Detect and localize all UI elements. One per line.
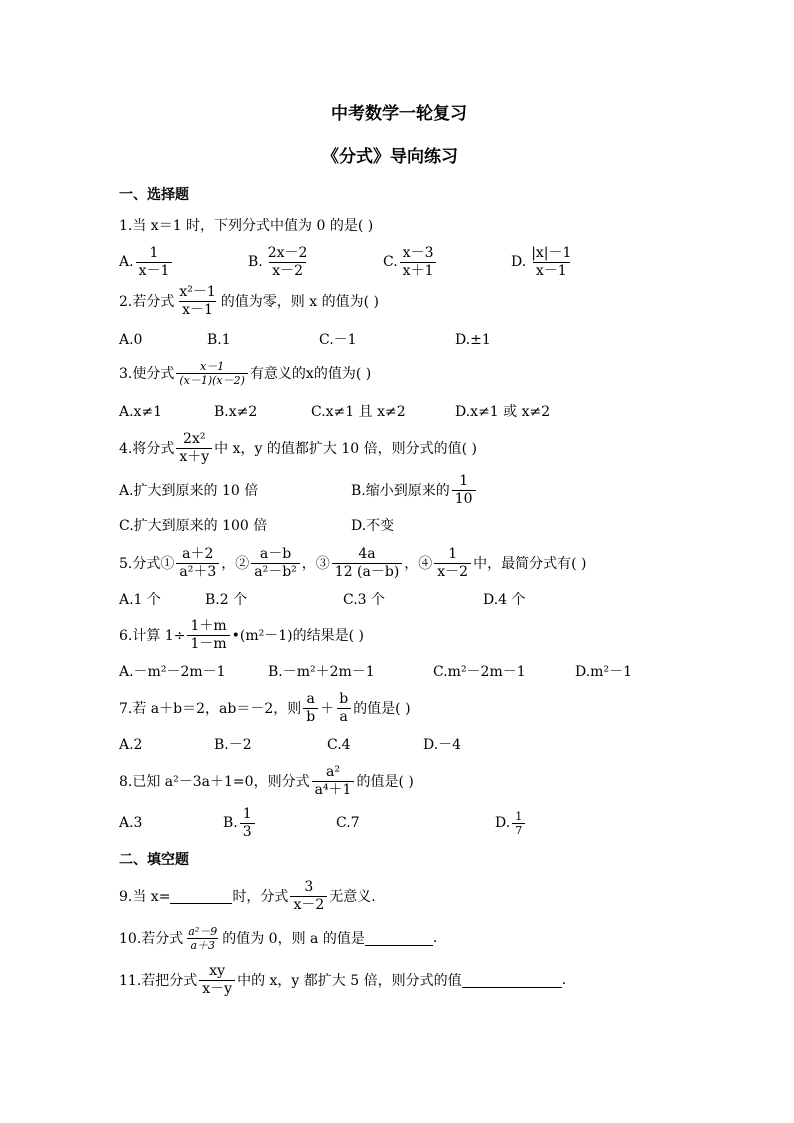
page-title: 中考数学一轮复习 bbox=[331, 104, 467, 124]
fraction: $\frac{1}{10}$ bbox=[452, 473, 476, 508]
fraction: $\frac{\text{a²}}{\text{a⁴＋1}}$ bbox=[312, 764, 355, 799]
fraction: $\frac{1+m}{1-m}$ bbox=[187, 618, 229, 653]
fraction: $\frac{4a}{12 (a-b)}$ bbox=[332, 546, 403, 581]
q6-option-a: A.－m²－2m－1 bbox=[119, 664, 226, 680]
q1-stem: 1.当 x＝1 时，下列分式中值为 0 的是( ) bbox=[119, 218, 374, 234]
section-heading-fill: 二、填空题 bbox=[119, 852, 189, 868]
q7-option-c: C.4 bbox=[327, 737, 351, 753]
fraction: $\frac{1}{x-2}$ bbox=[434, 546, 471, 581]
fraction: $\frac{3}{x-2}$ bbox=[290, 879, 327, 914]
q1-option-d: D. $\frac{|x|-1}{x-1}$ bbox=[511, 242, 576, 282]
q7-option-b: B.－2 bbox=[214, 737, 252, 753]
fraction: $\frac{b}{a}$ bbox=[336, 691, 351, 726]
page-subtitle: 《分式》导向练习 bbox=[322, 147, 458, 167]
fraction: $\frac{x-1}{(x-1)(x-2)}$ bbox=[176, 360, 248, 387]
q6-option-d: D.m²－1 bbox=[575, 664, 632, 680]
q8-option-a: A.3 bbox=[119, 815, 143, 831]
fraction: $\frac{1}{x-1}$ bbox=[136, 245, 173, 280]
fraction: $\frac{\text{x²－1}}{x-1}$ bbox=[179, 283, 216, 318]
q3-option-b: B.x≠2 bbox=[214, 404, 258, 420]
fraction: $\frac{xy}{x-y}$ bbox=[199, 963, 235, 998]
fraction: $\frac{a+2}{\text{a²＋3}}$ bbox=[176, 546, 219, 581]
q4-option-b: B.缩小到原来的 $\frac{1}{10}$ bbox=[351, 470, 478, 510]
q2-option-d: D.±1 bbox=[455, 332, 491, 348]
q3-stem: 3.使分式 $\frac{x-1}{(x-1)(x-2)}$ 有意义的x的值为( ) bbox=[119, 359, 372, 387]
q4-option-a: A.扩大到原来的 10 倍 bbox=[119, 483, 259, 499]
fraction: $\frac{1}{7}$ bbox=[512, 810, 525, 837]
q11-stem: 11.若把分式 $\frac{xy}{x-y}$ 中的 x，y 都扩大 5 倍，则分式的值 . bbox=[119, 962, 567, 997]
section-heading-choice: 一、选择题 bbox=[119, 187, 189, 203]
q8-stem: 8.已知 a²－3a＋1=0，则分式 $\frac{\text{a²}}{\text{a⁴＋1}}$ 的值是( ) bbox=[119, 763, 414, 798]
fraction: $\frac{\text{2x²}}{x+y}$ bbox=[176, 431, 212, 466]
q1-option-a: A. $\frac{1}{x-1}$ bbox=[119, 242, 174, 282]
q8-option-d: D. $\frac{1}{7}$ bbox=[495, 803, 527, 843]
q4-option-c: C.扩大到原来的 100 倍 bbox=[119, 518, 268, 534]
q1-option-b: B. $\frac{2x-2}{x-2}$ bbox=[248, 242, 312, 282]
answer-blank[interactable] bbox=[365, 931, 433, 946]
answer-blank[interactable] bbox=[462, 973, 562, 988]
answer-blank[interactable] bbox=[170, 889, 232, 904]
q9-stem: 9.当 x= 时，分式 $\frac{3}{x-2}$ 无意义. bbox=[119, 878, 376, 913]
q2-option-b: B.1 bbox=[207, 332, 231, 348]
q3-option-c: C.x≠1 且 x≠2 bbox=[311, 404, 406, 420]
q6-option-c: C.m²－2m－1 bbox=[433, 664, 526, 680]
q6-stem: 6.计算 1÷ $\frac{1+m}{1-m}$ •(m²－1)的结果是( ) bbox=[119, 617, 364, 652]
q8-option-b: B. $\frac{1}{3}$ bbox=[223, 803, 257, 843]
q7-stem: 7.若 a＋b＝2，ab＝－2，则 $\frac{a}{b}$ ＋ $\frac{b}{a}$ 的值是( ) bbox=[119, 690, 411, 725]
fraction: $\frac{x-3}{x+1}$ bbox=[400, 245, 437, 280]
q4-option-d: D.不变 bbox=[351, 518, 395, 534]
fraction: $\frac{a-b}{\text{a²－b²}}$ bbox=[251, 546, 300, 581]
q5-option-d: D.4 个 bbox=[483, 592, 526, 608]
fraction: $\frac{1}{3}$ bbox=[240, 806, 255, 841]
q2-option-c: C.－1 bbox=[319, 332, 357, 348]
q5-option-b: B.2 个 bbox=[205, 592, 248, 608]
q6-option-b: B.－m²＋2m－1 bbox=[268, 664, 375, 680]
q1-option-c: C. $\frac{x-3}{x+1}$ bbox=[383, 242, 438, 282]
q3-option-a: A.x≠1 bbox=[119, 404, 163, 420]
fraction: $\frac{2x-2}{x-2}$ bbox=[267, 244, 308, 279]
q5-option-c: C.3 个 bbox=[343, 592, 386, 608]
fraction: $\frac{\text{a²－9}}{a+3}$ bbox=[188, 924, 218, 952]
q2-stem: 2.若分式 $\frac{\text{x²－1}}{x-1}$ 的值为零，则 x 的值为( ) bbox=[119, 283, 379, 318]
q7-option-d: D.－4 bbox=[423, 737, 462, 753]
fraction: $\frac{|x|-1}{x-1}$ bbox=[531, 244, 572, 279]
q4-stem: 4.将分式 $\frac{\text{2x²}}{x+y}$ 中 x，y 的值都扩大 10 倍，则分式的值( ) bbox=[119, 430, 477, 465]
q3-option-d: D.x≠1 或 x≠2 bbox=[455, 404, 551, 420]
q5-option-a: A.1 个 bbox=[119, 592, 161, 608]
q2-option-a: A.0 bbox=[119, 332, 143, 348]
q8-option-c: C.7 bbox=[336, 815, 360, 831]
q5-stem: 5.分式① $\frac{a+2}{\text{a²＋3}}$ ，② $\frac{a-b}{\text{a²－b²}}$ ，③ $\frac{4a}{12 (a-b)}$ ，④ $\frac{1}{x-2}$ 中，最简分式有( ) bbox=[119, 545, 587, 580]
q10-stem: 10.若分式 $\frac{\text{a²－9}}{a+3}$ 的值为 0，则 a 的值是 . bbox=[119, 924, 438, 952]
q7-option-a: A.2 bbox=[119, 737, 143, 753]
fraction: $\frac{a}{b}$ bbox=[303, 691, 318, 726]
